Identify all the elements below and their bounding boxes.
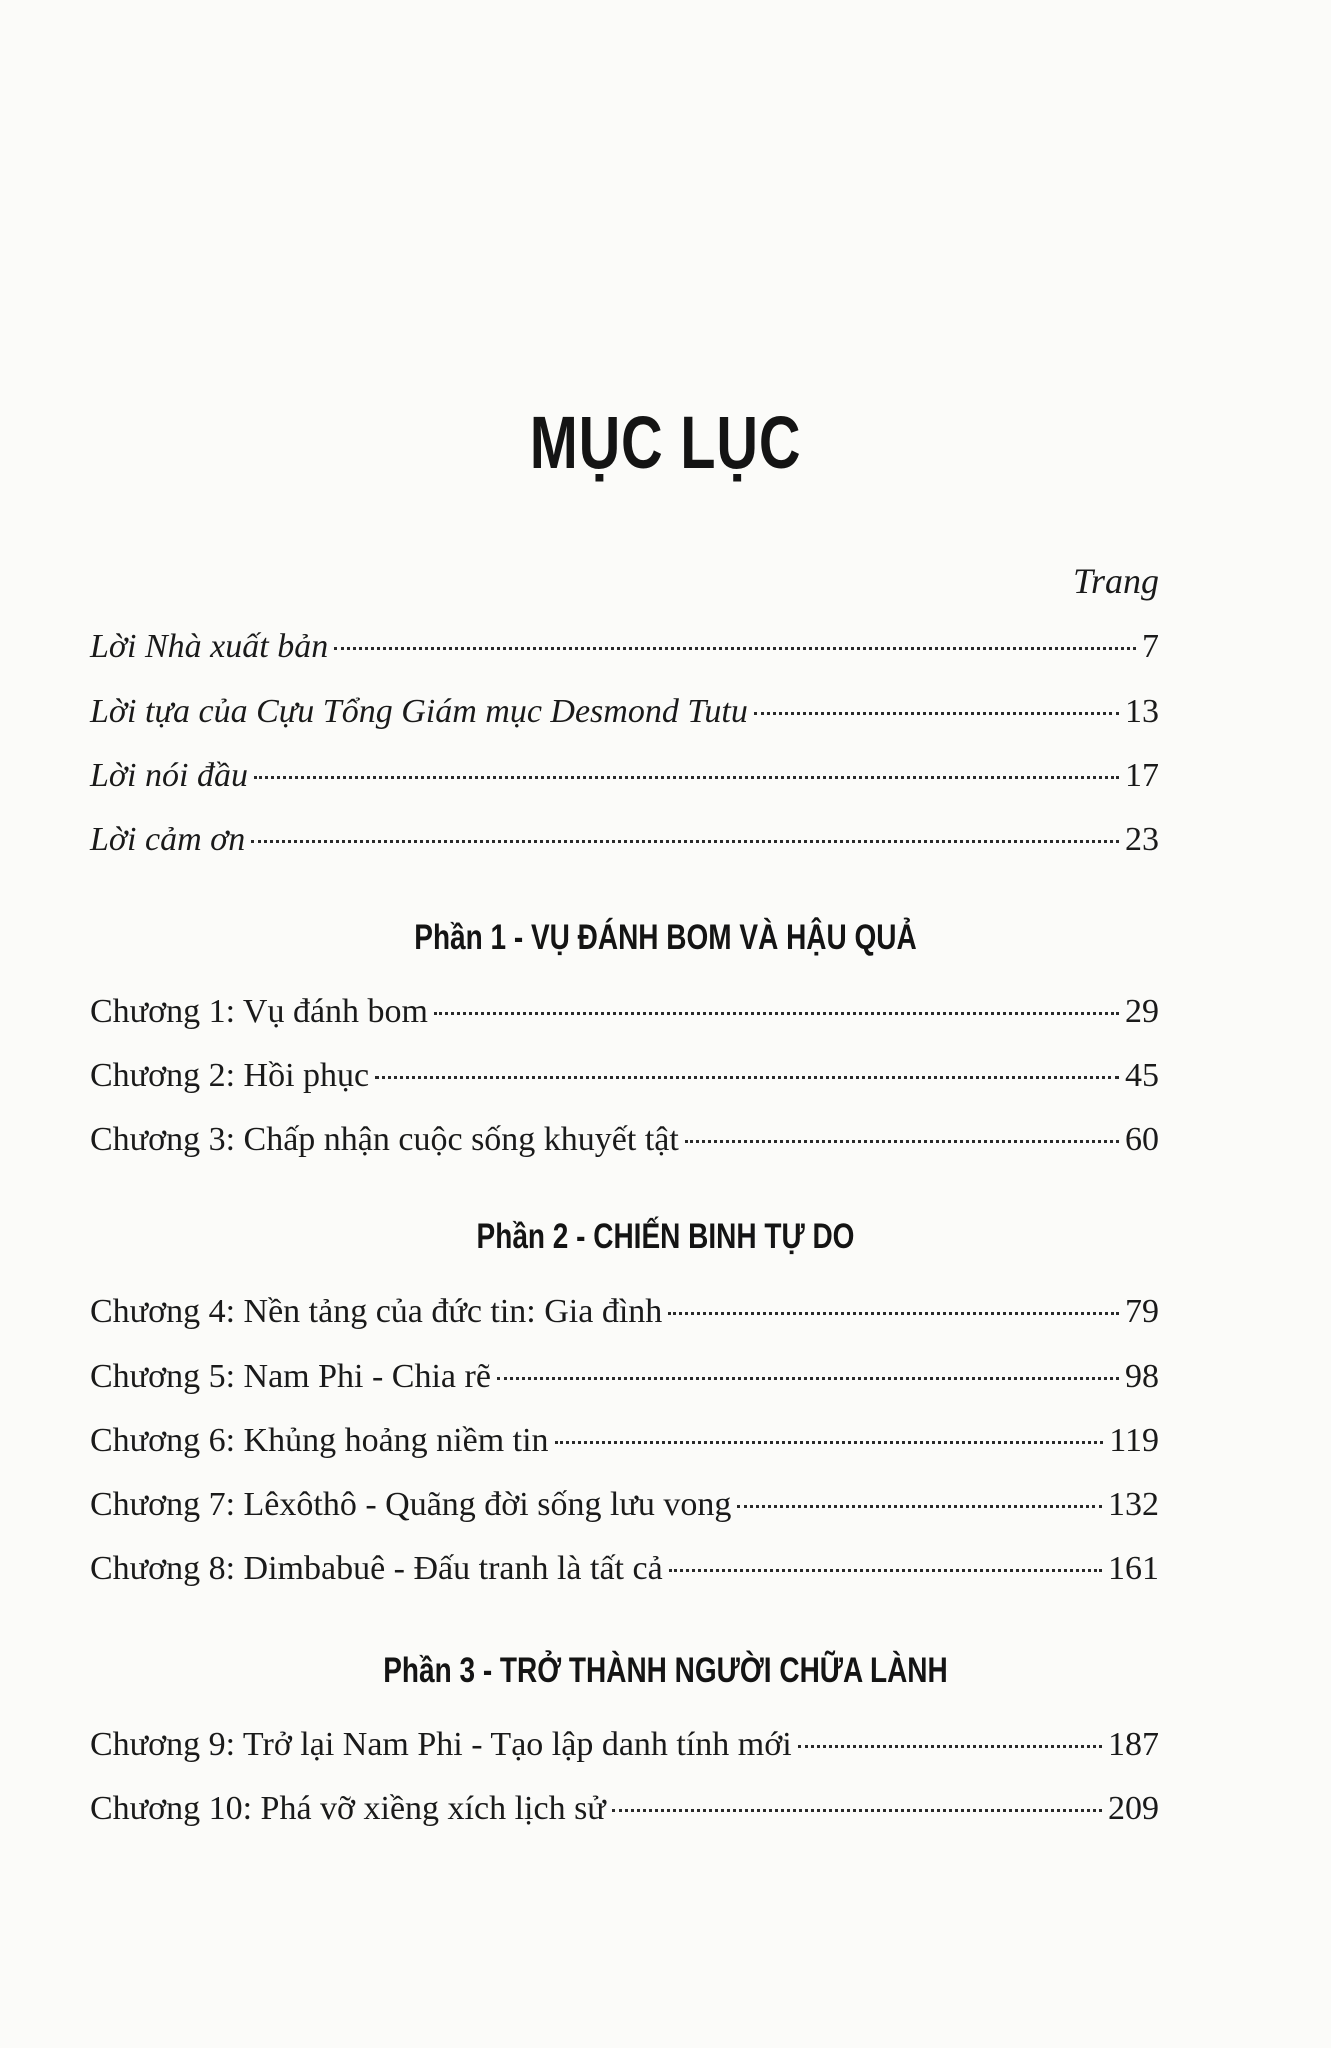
dot-leader bbox=[375, 1076, 1119, 1079]
toc-entry-page: 209 bbox=[1108, 1790, 1159, 1827]
toc-entry-title: Chương 7: Lêxôthô - Quãng đời sống lưu vong bbox=[90, 1486, 732, 1523]
dot-leader bbox=[668, 1312, 1119, 1315]
toc-entry[interactable] bbox=[90, 1419, 1159, 1463]
toc-entry[interactable] bbox=[90, 990, 1159, 1034]
toc-entry-page: 119 bbox=[1109, 1422, 1159, 1459]
toc-entry-page: 60 bbox=[1125, 1121, 1159, 1158]
toc-entry-title: Chương 4: Nền tảng của đức tin: Gia đình bbox=[90, 1293, 663, 1330]
toc-entry[interactable] bbox=[90, 1054, 1159, 1098]
dot-leader bbox=[254, 776, 1119, 779]
dot-leader bbox=[612, 1809, 1102, 1812]
toc-entry[interactable] bbox=[90, 1723, 1159, 1767]
part-heading: Phần 2 - CHIẾN BINH TỰ DO bbox=[476, 1217, 855, 1256]
dot-leader bbox=[737, 1505, 1102, 1508]
toc-entry-page: 13 bbox=[1125, 693, 1159, 730]
dot-leader bbox=[798, 1745, 1102, 1748]
toc-entry-page: 29 bbox=[1125, 993, 1159, 1030]
toc-entry-page: 17 bbox=[1125, 757, 1159, 794]
toc-entry-page: 7 bbox=[1142, 628, 1159, 665]
toc-entry-title: Chương 6: Khủng hoảng niềm tin bbox=[90, 1422, 549, 1459]
toc-entry[interactable] bbox=[90, 1355, 1159, 1399]
toc-entry-title: Chương 5: Nam Phi - Chia rẽ bbox=[90, 1358, 491, 1395]
toc-entry-page: 79 bbox=[1125, 1293, 1159, 1330]
toc-entry[interactable] bbox=[90, 1290, 1159, 1334]
toc-entry[interactable] bbox=[90, 1483, 1159, 1527]
toc-entry-title: Lời nói đầu bbox=[90, 757, 248, 794]
toc-entry[interactable] bbox=[90, 625, 1159, 669]
dot-leader bbox=[434, 1012, 1119, 1015]
part-heading: Phần 3 - TRỞ THÀNH NGƯỜI CHỮA LÀNH bbox=[383, 1651, 948, 1690]
toc-entry[interactable] bbox=[90, 818, 1159, 862]
part-heading: Phần 1 - VỤ ĐÁNH BOM VÀ HẬU QUẢ bbox=[414, 918, 917, 957]
toc-entry-title: Chương 2: Hồi phục bbox=[90, 1057, 370, 1094]
toc-entry-title: Chương 1: Vụ đánh bom bbox=[90, 993, 429, 1030]
toc-entry-title: Chương 3: Chấp nhận cuộc sống khuyết tật bbox=[90, 1121, 679, 1158]
dot-leader bbox=[251, 840, 1119, 843]
toc-entry-title: Lời Nhà xuất bản bbox=[90, 628, 329, 665]
toc-entry-title: Lời cảm ơn bbox=[90, 821, 246, 858]
toc-entry[interactable] bbox=[90, 1118, 1159, 1162]
toc-entry-page: 161 bbox=[1108, 1550, 1159, 1587]
dot-leader bbox=[685, 1140, 1119, 1143]
dot-leader bbox=[334, 647, 1136, 650]
toc-entry-page: 98 bbox=[1125, 1358, 1159, 1395]
dot-leader bbox=[497, 1377, 1119, 1380]
toc-entry[interactable] bbox=[90, 690, 1159, 734]
dot-leader bbox=[754, 712, 1119, 715]
toc-entry[interactable] bbox=[90, 1547, 1159, 1591]
toc-entry-page: 187 bbox=[1108, 1726, 1159, 1763]
toc-entry-page: 45 bbox=[1125, 1057, 1159, 1094]
toc-entry-title: Lời tựa của Cựu Tổng Giám mục Desmond Tutu bbox=[90, 693, 748, 730]
toc-entry-title: Chương 10: Phá vỡ xiềng xích lịch sử bbox=[90, 1790, 606, 1827]
dot-leader bbox=[555, 1441, 1104, 1444]
page-title: MỤC LỤC bbox=[529, 401, 802, 484]
toc-entry-page: 132 bbox=[1108, 1486, 1159, 1523]
toc-entry[interactable] bbox=[90, 1787, 1159, 1831]
toc-entry[interactable] bbox=[90, 754, 1159, 798]
page-column-label: Trang bbox=[1072, 561, 1159, 601]
toc-entry-page: 23 bbox=[1125, 821, 1159, 858]
toc-entry-title: Chương 8: Dimbabuê - Đấu tranh là tất cả bbox=[90, 1550, 663, 1587]
dot-leader bbox=[669, 1569, 1102, 1572]
toc-entry-title: Chương 9: Trở lại Nam Phi - Tạo lập danh tính mới bbox=[90, 1726, 792, 1763]
